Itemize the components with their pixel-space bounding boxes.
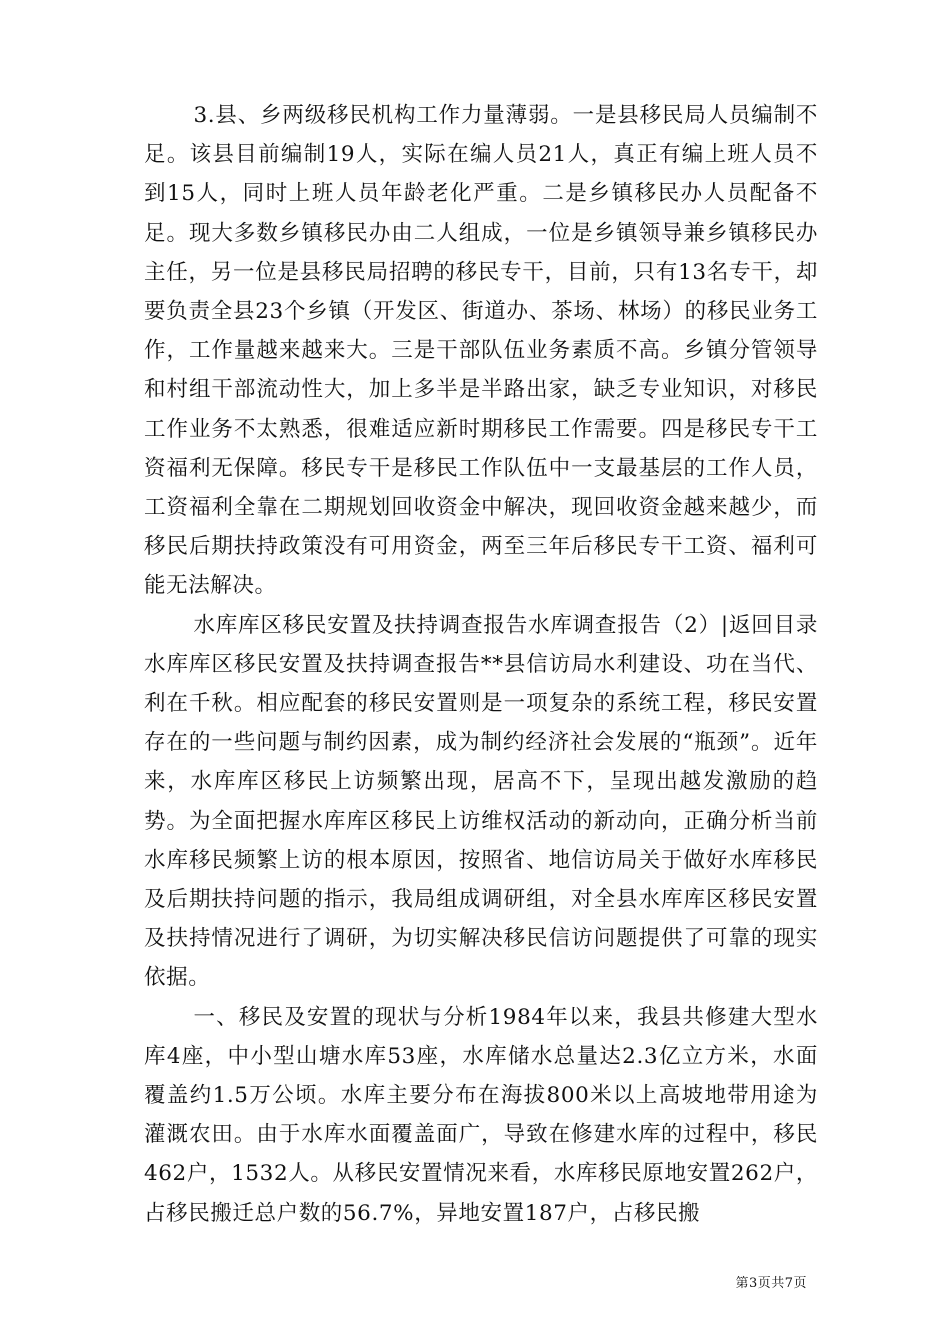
paragraph-staffing-weakness: 3.县、乡两级移民机构工作力量薄弱。一是县移民局人员编制不足。该县目前编制19人，实际在编人员21人，真正有编上班人员不到15人，同时上班人员年龄老化严重。二是乡镇移民办人员配备不足。现大多数乡镇移民办由二人组成，一位是乡镇领导兼乡镇移民办主任，另一位是县移民局招聘的移民专干，目前，只有13名专干，却要负责全县23个乡镇（开发区、街道办、茶场、林场）的移民业务工作，工作量越来越来大。三是干部队伍业务素质不高。乡镇分管领导和村组干部流动性大，加上多半是半路出家，缺乏专业知识，对移民工作业务不太熟悉，很难适应新时期移民工作需要。四是移民专干工资福利无保障。移民专干是移民工作队伍中一支最基层的工作人员，工资福利全靠在二期规划回收资金中解决，现回收资金越来越少，而移民后期扶持政策没有可用资金，两至三年后移民专干工资、福利可能无法解决。 — [144, 103, 818, 599]
page-number-footer: 第3页共7页 — [735, 1276, 807, 1291]
paragraph-resettlement-status: 一、移民及安置的现状与分析1984年以来，我县共修建大型水库4座，中小型山塘水库53座，水库储水总量达2.3亿立方米，水面覆盖约1.5万公顷。水库主要分布在海拔800米以上高坡地带用途为灌溉农田。由于水库水面覆盖面广，导致在修建水库的过程中，移民462户，1532人。从移民安置情况来看，水库移民原地安置262户，占移民搬迁总户数的56.7%，异地安置187户，占移民搬 — [144, 1004, 818, 1226]
document-body — [144, 96, 818, 1233]
paragraph-report-intro: 水库库区移民安置及扶持调查报告水库调查报告（2）|返回目录水库库区移民安置及扶持调查报告**县信访局水利建设、功在当代、利在千秋。相应配套的移民安置则是一项复杂的系统工程，移民安置存在的一些问题与制约因素，成为制约经济社会发展的“瓶颈”。近年来，水库库区移民上访频繁出现，居高不下，呈现出越发激励的趋势。为全面把握水库库区移民上访维权活动的新动向，正确分析当前水库移民频繁上访的根本原因，按照省、地信访局关于做好水库移民及后期扶持问题的指示，我局组成调研组，对全县水库库区移民安置及扶持情况进行了调研，为切实解决移民信访问题提供了可靠的现实依据。 — [144, 612, 818, 991]
